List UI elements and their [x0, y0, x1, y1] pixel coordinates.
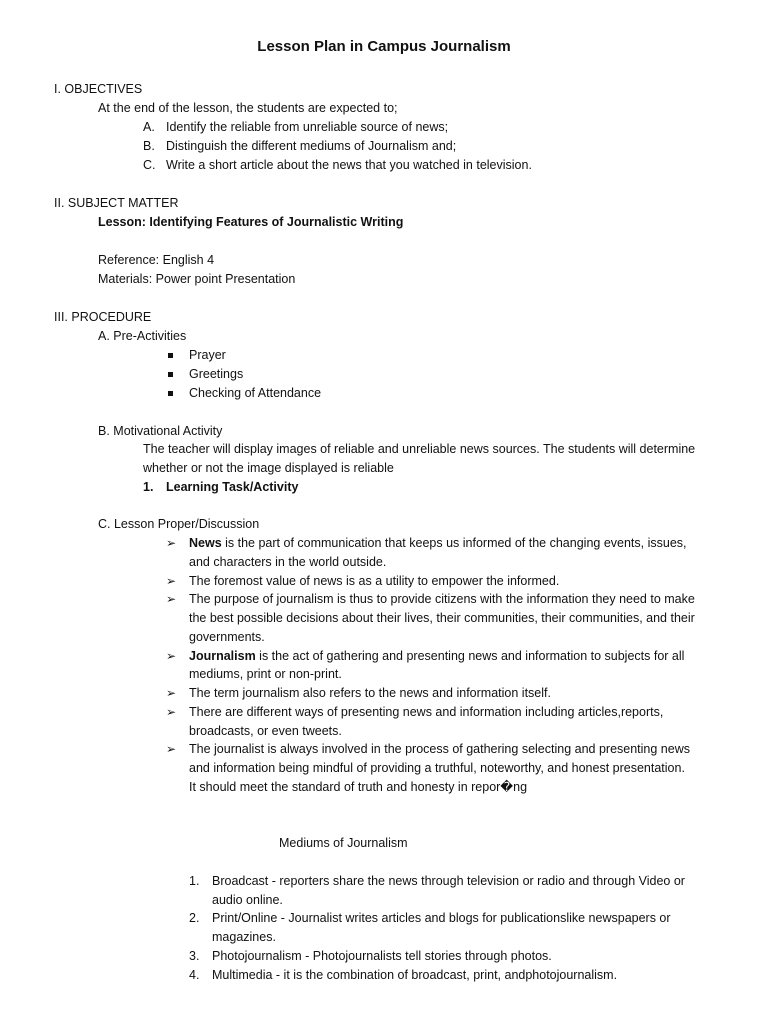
bold-term: Journalism — [189, 649, 256, 663]
discussion-bullet — [189, 535, 687, 551]
bullet-text: It should meet the standard of truth and honesty in repor�ng — [189, 780, 528, 794]
reference-line: Reference: English 4 — [98, 253, 215, 267]
bullet-text: governments. — [189, 630, 265, 644]
pre-activity-item: Checking of Attendance — [189, 386, 322, 400]
medium-item: Broadcast - reporters share the news through television or radio and through Video or — [212, 874, 685, 888]
page-title: Lesson Plan in Campus Journalism — [257, 38, 511, 55]
procedure-heading: III. PROCEDURE — [54, 310, 152, 324]
bullet-text: The journalist is always involved in the process of gathering selecting and presenting news — [189, 742, 690, 756]
motivational-heading: B. Motivational Activity — [98, 424, 223, 438]
square-bullet-icon — [168, 353, 173, 358]
medium-marker: 3. — [189, 949, 200, 963]
bullet-text: and information being mindful of providing a truthful, noteworthy, and honest presentation. — [189, 761, 685, 775]
objectives-intro: At the end of the lesson, the students are expected to; — [98, 101, 398, 115]
bullet-text: mediums, print or non-print. — [189, 667, 342, 681]
medium-item: magazines. — [212, 930, 276, 944]
medium-item: audio online. — [212, 893, 283, 907]
bullet-text: broadcasts, or even tweets. — [189, 724, 342, 738]
arrow-bullet-icon: ➢ — [166, 742, 177, 756]
objectives-heading: I. OBJECTIVES — [54, 82, 143, 96]
bullet-text: the best possible decisions about their lives, their communities, their communities, and their — [189, 611, 695, 625]
medium-item: Multimedia - it is the combination of broadcast, print, andphotojournalism. — [212, 968, 618, 982]
task-marker: 1. — [143, 480, 154, 494]
medium-item: Photojournalism - Photojournalists tell stories through photos. — [212, 949, 552, 963]
arrow-bullet-icon: ➢ — [166, 705, 177, 719]
arrow-bullet-icon: ➢ — [166, 536, 177, 550]
materials-line: Materials: Power point Presentation — [98, 272, 296, 286]
objective-item: Distinguish the different mediums of Journalism and; — [166, 139, 457, 153]
lesson-proper-heading: C. Lesson Proper/Discussion — [98, 517, 260, 531]
square-bullet-icon — [168, 372, 173, 377]
arrow-bullet-icon: ➢ — [166, 649, 177, 663]
medium-marker: 4. — [189, 968, 200, 982]
medium-item: Print/Online - Journalist writes articles and blogs for publicationslike newspapers or — [212, 911, 671, 925]
arrow-bullet-icon: ➢ — [166, 686, 177, 700]
square-bullet-icon — [168, 391, 173, 396]
motivational-text: whether or not the image displayed is reliable — [143, 461, 394, 475]
learning-task-label: Learning Task/Activity — [166, 480, 299, 494]
bold-term: News — [189, 536, 222, 550]
bullet-text: is the act of gathering and presenting news and information to subjects for all — [255, 649, 685, 663]
bullet-text: is the part of communication that keeps us informed of the changing events, issues, — [221, 536, 687, 550]
objective-item: Write a short article about the news that you watched in television. — [166, 158, 532, 172]
pre-activity-item: Prayer — [189, 348, 226, 362]
medium-marker: 2. — [189, 911, 200, 925]
bullet-text: The term journalism also refers to the news and information itself. — [189, 686, 551, 700]
objective-item: Identify the reliable from unreliable source of news; — [166, 120, 449, 134]
arrow-bullet-icon: ➢ — [166, 574, 177, 588]
pre-activities-heading: A. Pre-Activities — [98, 329, 187, 343]
discussion-bullet — [189, 648, 684, 664]
bullet-text: The purpose of journalism is thus to provide citizens with the information they need to make — [189, 592, 695, 606]
objective-marker: B. — [143, 139, 155, 153]
pre-activity-item: Greetings — [189, 367, 244, 381]
objective-marker: C. — [143, 158, 156, 172]
bullet-text: and characters in the world outside. — [189, 555, 387, 569]
bullet-text: The foremost value of news is as a utility to empower the informed. — [189, 574, 560, 588]
subject-matter-heading: II. SUBJECT MATTER — [54, 196, 179, 210]
objective-marker: A. — [143, 120, 155, 134]
lesson-title: Lesson: Identifying Features of Journalistic Writing — [98, 215, 404, 229]
motivational-text: The teacher will display images of reliable and unreliable news sources. The students will determine — [143, 442, 696, 456]
mediums-heading: Mediums of Journalism — [279, 836, 408, 850]
bullet-text: There are different ways of presenting news and information including articles,reports, — [189, 705, 664, 719]
arrow-bullet-icon: ➢ — [166, 592, 177, 606]
medium-marker: 1. — [189, 874, 200, 888]
